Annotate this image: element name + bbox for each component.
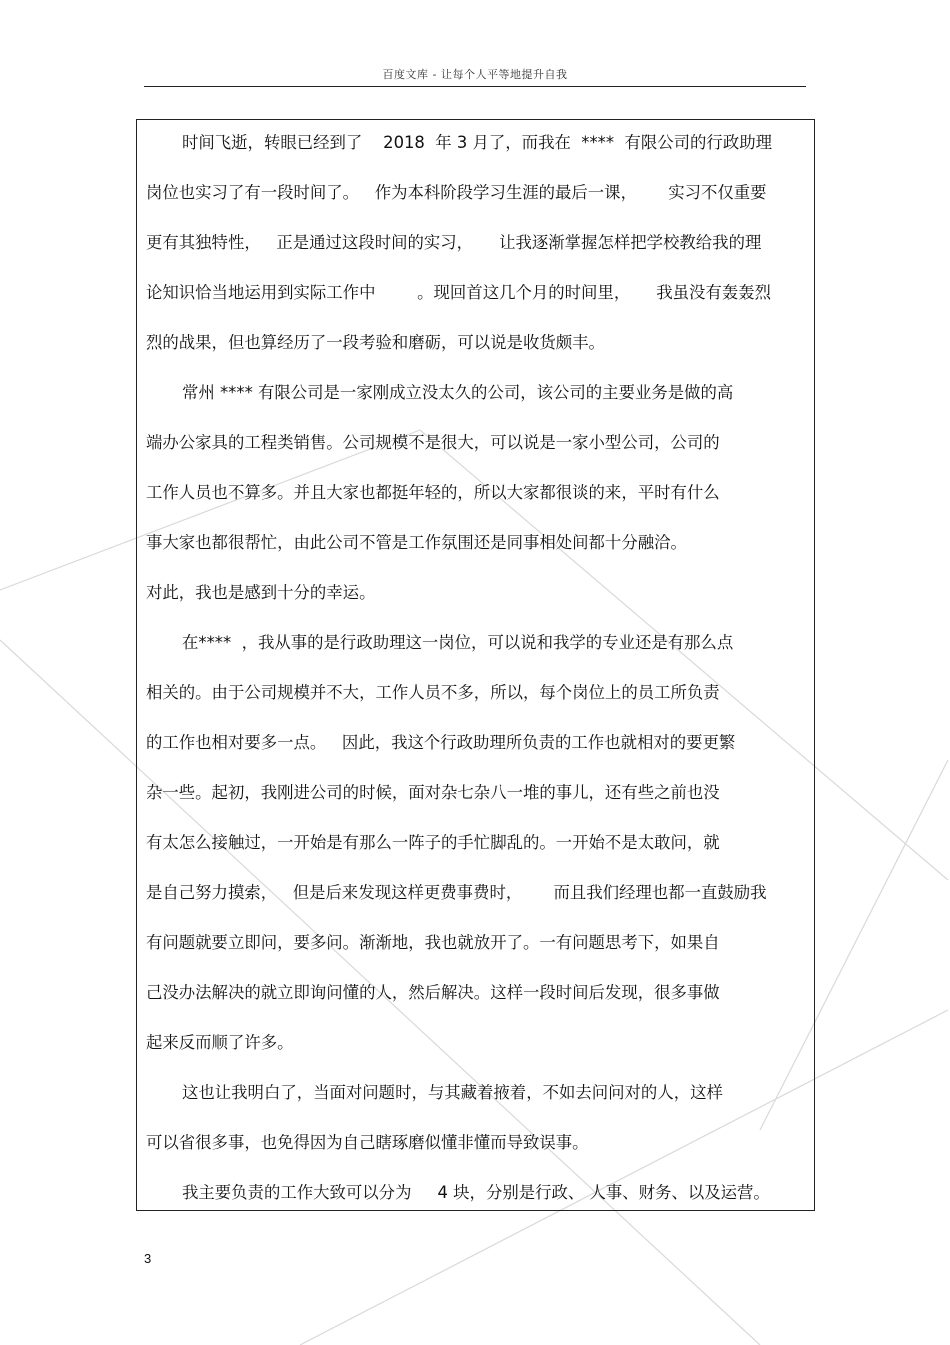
body-line: 这也让我明白了，当面对问题时，与其藏着掖着，不如去问问对的人，这样 [182, 1083, 723, 1102]
body-line: 起来反而顺了许多。 [146, 1033, 294, 1052]
body-line: 烈的战果，但也算经历了一段考验和磨砺，可以说是收货颇丰。 [146, 333, 605, 352]
body-line: 更有其独特性， 正是通过这段时间的实习， 让我逐渐掌握怎样把学校教给我的理 [146, 233, 762, 252]
body-line: 的工作也相对要多一点。 因此，我这个行政助理所负责的工作也就相对的要更繁 [146, 733, 736, 752]
body-line: 我主要负责的工作大致可以分为 4 块，分别是行政、 人事、财务、以及运营。 [182, 1183, 770, 1202]
body-line: 事大家也都很帮忙，由此公司不管是工作氛围还是同事相处间都十分融洽。 [146, 533, 687, 552]
body-line: 论知识恰当地运用到实际工作中 。现回首这几个月的时间里， 我虽没有轰轰烈 [146, 283, 772, 302]
body-line: 相关的。由于公司规模并不大，工作人员不多，所以，每个岗位上的员工所负责 [146, 683, 720, 702]
body-line: 端办公家具的工程类销售。公司规模不是很大，可以说是一家小型公司，公司的 [146, 433, 720, 452]
body-line: 己没办法解决的就立即询问懂的人，然后解决。这样一段时间后发现，很多事做 [146, 983, 720, 1002]
body-line: 可以省很多事，也免得因为自己瞎琢磨似懂非懂而导致误事。 [146, 1133, 589, 1152]
body-line: 有问题就要立即问，要多问。渐渐地，我也就放开了。一有问题思考下，如果自 [146, 933, 720, 952]
page-number: 3 [144, 1251, 152, 1266]
body-line: 杂一些。起初，我刚进公司的时候，面对杂七杂八一堆的事儿，还有些之前也没 [146, 783, 720, 802]
body-line: 是自己努力摸索， 但是后来发现这样更费事费时， 而且我们经理也都一直鼓励我 [146, 883, 767, 902]
body-line: 常州 **** 有限公司是一家刚成立没太久的公司，该公司的主要业务是做的高 [182, 383, 734, 402]
body-line: 对此，我也是感到十分的幸运。 [146, 583, 376, 602]
body-line: 时间飞逝，转眼已经到了 2018 年 3 月了，而我在 **** 有限公司的行政助理 [182, 133, 772, 152]
body-line: 岗位也实习了有一段时间了。 作为本科阶段学习生涯的最后一课， 实习不仅重要 [146, 183, 767, 202]
document-header: 百度文库 - 让每个人平等地提升自我 [382, 68, 568, 81]
header-divider [144, 86, 806, 87]
body-line: 在**** ，我从事的是行政助理这一岗位，可以说和我学的专业还是有那么点 [182, 633, 734, 652]
body-line: 有太怎么接触过，一开始是有那么一阵子的手忙脚乱的。一开始不是太敢问，就 [146, 833, 720, 852]
body-line: 工作人员也不算多。并且大家也都挺年轻的，所以大家都很谈的来，平时有什么 [146, 483, 720, 502]
